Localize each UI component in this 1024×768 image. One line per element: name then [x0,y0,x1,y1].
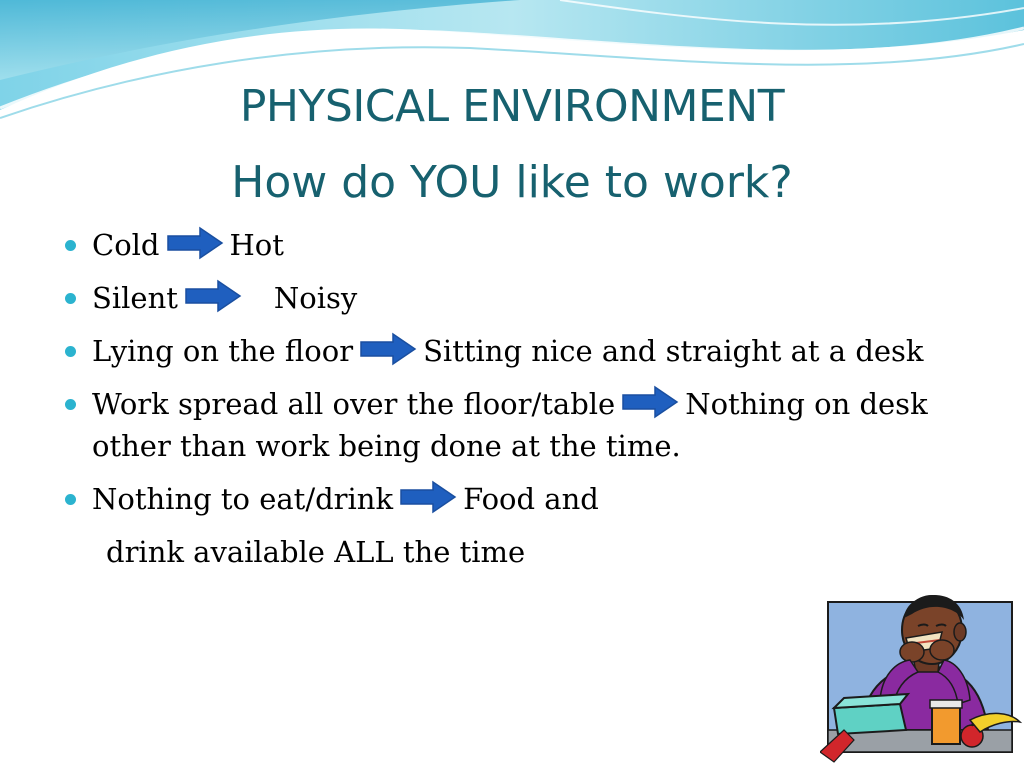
right-arrow-icon [621,385,679,419]
bullet-list [92,224,972,584]
right-arrow-icon [166,226,224,260]
bullet-dot-icon [65,293,76,304]
list-item [92,277,972,319]
bullet-continuation: drink available ALL the time [106,535,526,569]
list-item [92,383,972,467]
slide-title [0,80,1024,210]
bullet-left-text: Cold [92,228,160,262]
list-item [92,224,972,266]
title-line-1: PHYSICAL ENVIRONMENT [239,81,785,132]
bullet-right-text: Hot [229,228,284,262]
bullet-dot-icon [65,494,76,505]
bullet-right-text: Sitting nice and straight at a desk [423,334,924,368]
bullet-right-text: Noisy [273,281,358,315]
bullet-right-text: Nothing on desk other than work being done at the time. [92,387,928,463]
bullet-dot-icon [65,346,76,357]
person-eating-clipart [820,580,1024,768]
right-arrow-icon [184,279,242,313]
bullet-left-text: Lying on the floor [92,334,354,368]
bullet-left-text: Nothing to eat/drink [92,482,394,516]
bullet-dot-icon [65,240,76,251]
right-arrow-icon [359,332,417,366]
bullet-left-text: Work spread all over the floor/table [92,387,616,421]
right-arrow-icon [399,480,457,514]
title-line-2: How do YOU like to work? [231,157,793,208]
bullet-right-text: Food and [463,482,599,516]
bullet-dot-icon [65,399,76,410]
list-item [92,478,972,520]
list-item [92,330,972,372]
bullet-left-text: Silent [92,281,178,315]
